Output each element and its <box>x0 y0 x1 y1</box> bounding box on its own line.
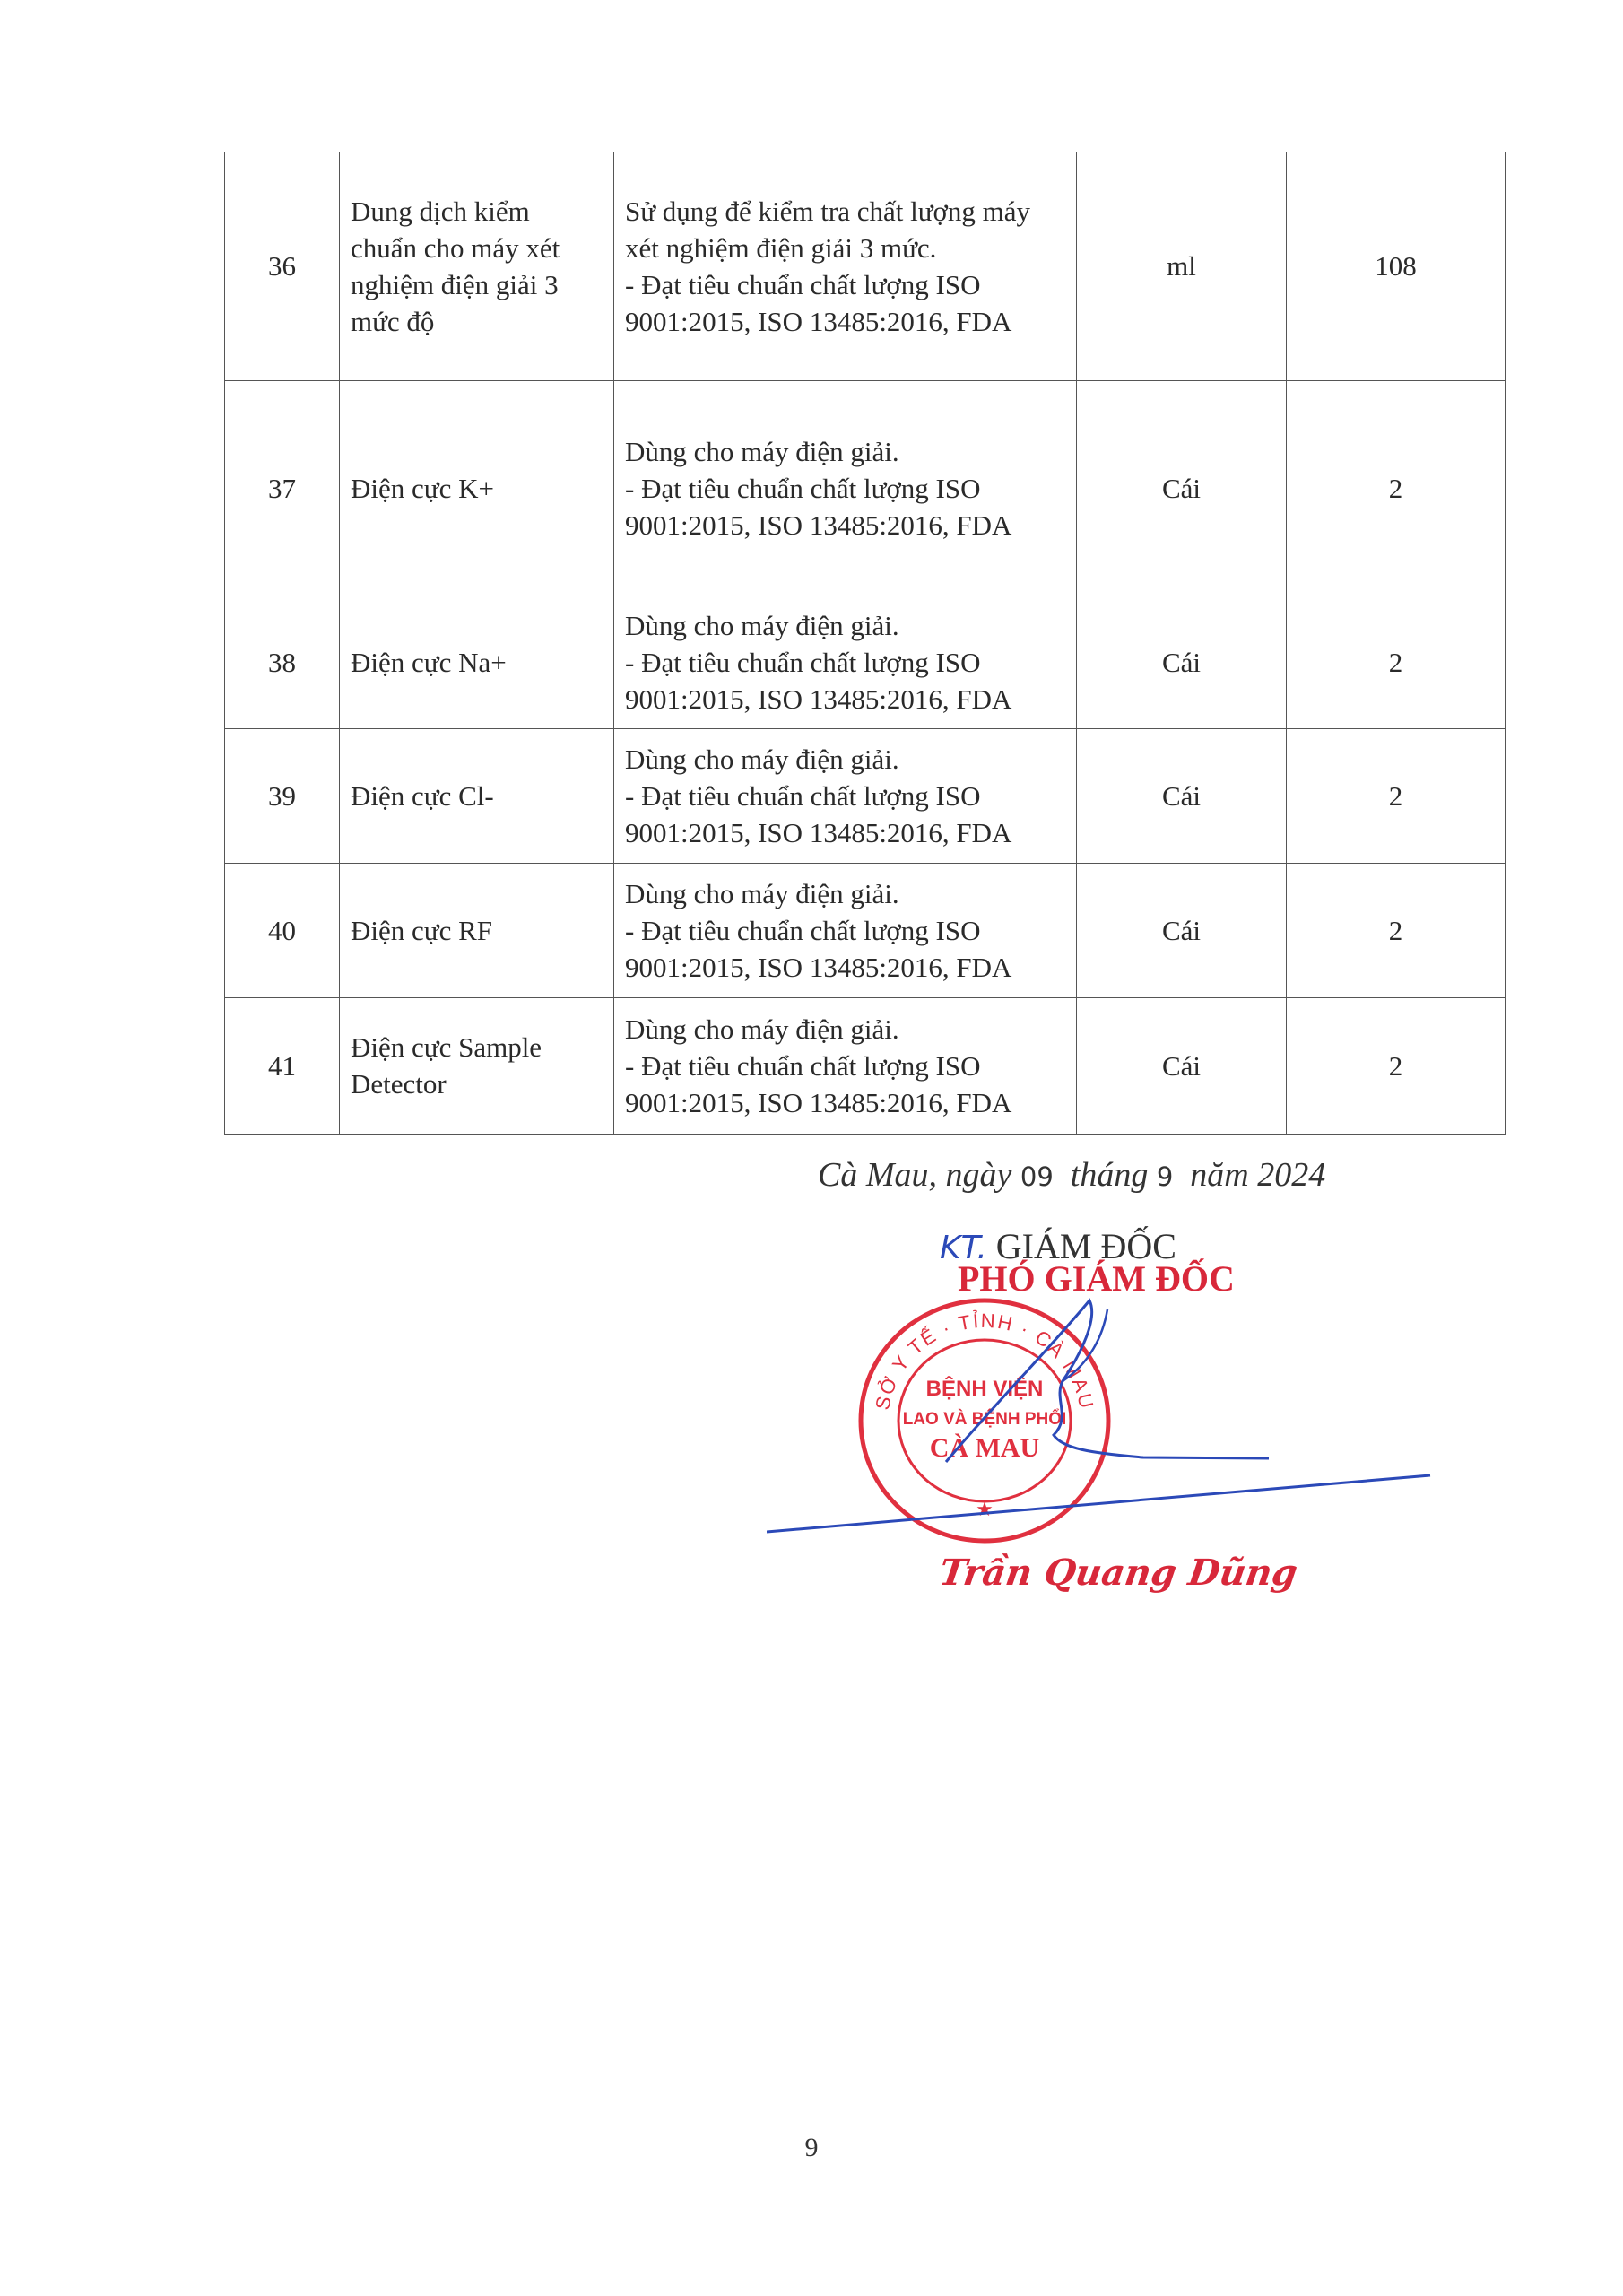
row-description-cell <box>614 380 1077 596</box>
row-description-cell <box>614 596 1077 728</box>
date-month: 9 <box>1156 1161 1174 1192</box>
row-name-cell: Điện cực RF <box>340 863 614 997</box>
description-line: - Đạt tiêu chuẩn chất lượng ISO 9001:2015, ISO 13485:2016, FDA <box>625 646 1012 715</box>
row-quantity-cell: 2 <box>1287 728 1506 863</box>
description-line: Dùng cho máy điện giải. <box>625 877 899 909</box>
row-quantity-cell: 2 <box>1287 997 1506 1134</box>
row-quantity-cell: 2 <box>1287 863 1506 997</box>
row-stt-cell: 40 <box>225 863 340 997</box>
row-name-cell: Điện cực K+ <box>340 380 614 596</box>
row-unit-cell: Cái <box>1077 863 1287 997</box>
vice-director-title: PHÓ GIÁM ĐỐC <box>958 1258 1235 1299</box>
table-row <box>225 863 1506 997</box>
signer-name: Trần Quang Dũng <box>936 1552 1300 1594</box>
description-line: - Đạt tiêu chuẩn chất lượng ISO 9001:2015, ISO 13485:2016, FDA <box>625 1049 1012 1118</box>
row-quantity-cell: 2 <box>1287 596 1506 728</box>
row-unit-cell: Cái <box>1077 380 1287 596</box>
row-stt-cell: 38 <box>225 596 340 728</box>
seal-line-1: BỆNH VIỆN <box>925 1377 1044 1401</box>
seal-line-2: LAO VÀ BỆNH PHỔI <box>902 1410 1067 1429</box>
description-line: Dùng cho máy điện giải. <box>625 743 899 775</box>
description-line: Dùng cho máy điện giải. <box>625 1013 899 1045</box>
row-name-cell: Điện cực Na+ <box>340 596 614 728</box>
seal-line-3: CÀ MAU <box>929 1433 1040 1463</box>
row-quantity-cell: 108 <box>1287 152 1506 380</box>
row-stt-cell: 36 <box>225 152 340 380</box>
row-description-cell <box>614 863 1077 997</box>
handwritten-signature <box>767 1283 1448 1534</box>
svg-text:SỞ Y TẾ · TỈNH · CÀ MAU: SỞ Y TẾ · TỈNH · CÀ MAU <box>871 1309 1098 1413</box>
table-row <box>225 728 1506 863</box>
date-line <box>818 1155 1325 1195</box>
description-line: - Đạt tiêu chuẩn chất lượng ISO 9001:2015, ISO 13485:2016, FDA <box>625 914 1012 983</box>
date-year: năm 2024 <box>1190 1156 1326 1194</box>
date-month-word: tháng <box>1070 1156 1149 1194</box>
description-line: - Đạt tiêu chuẩn chất lượng ISO 9001:2015, ISO 13485:2016, FDA <box>625 268 1012 337</box>
kt-prefix: KT. <box>940 1230 987 1266</box>
svg-text:★: ★ <box>976 1499 994 1521</box>
row-name-cell: Điện cực Cl- <box>340 728 614 863</box>
row-unit-cell: Cái <box>1077 728 1287 863</box>
table-row <box>225 596 1506 728</box>
row-quantity-cell: 2 <box>1287 380 1506 596</box>
table-row <box>225 997 1506 1134</box>
row-stt-cell: 41 <box>225 997 340 1134</box>
row-stt-cell: 37 <box>225 380 340 596</box>
description-line: Dùng cho máy điện giải. <box>625 609 899 641</box>
row-unit-cell: ml <box>1077 152 1287 380</box>
row-description-cell <box>614 152 1077 380</box>
description-line: - Đạt tiêu chuẩn chất lượng ISO 9001:2015, ISO 13485:2016, FDA <box>625 472 1012 541</box>
description-line: - Đạt tiêu chuẩn chất lượng ISO 9001:2015, ISO 13485:2016, FDA <box>625 779 1012 848</box>
director-title: GIÁM ĐỐC <box>995 1226 1176 1266</box>
date-prefix: Cà Mau, ngày <box>818 1156 1012 1194</box>
row-description-cell <box>614 997 1077 1134</box>
table-body <box>225 152 1506 1134</box>
description-line: Sử dụng để kiểm tra chất lượng máy xét nghiệm điện giải 3 mức. <box>625 195 1031 264</box>
row-description-cell <box>614 728 1077 863</box>
date-day: 09 <box>1020 1161 1054 1192</box>
page-number: 9 <box>804 2133 819 2162</box>
equipment-table <box>224 152 1506 1135</box>
row-name-cell: Điện cực Sample Detector <box>340 997 614 1134</box>
row-stt-cell: 39 <box>225 728 340 863</box>
table-row <box>225 380 1506 596</box>
description-line: Dùng cho máy điện giải. <box>625 435 899 467</box>
row-name-cell: Dung dịch kiểm chuẩn cho máy xét nghiệm điện giải 3 mức độ <box>340 152 614 380</box>
row-unit-cell: Cái <box>1077 596 1287 728</box>
table-row <box>225 152 1506 380</box>
row-unit-cell: Cái <box>1077 997 1287 1134</box>
